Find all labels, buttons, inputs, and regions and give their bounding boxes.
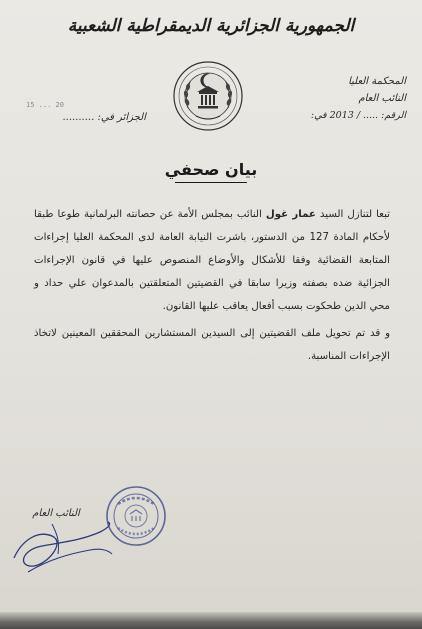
document-title: بيان صحفي (164, 160, 258, 179)
photo-edge-shadow (0, 612, 422, 629)
institution-name: المحكمة العليا (348, 76, 406, 87)
handwritten-signature-icon (8, 510, 118, 580)
place-date-line: الجزائر في: .......... (62, 112, 146, 123)
reference-line: الرقم: ..... / 2013 في: (310, 110, 406, 121)
republic-heading: الجمهورية الجزائرية الديمقراطية الشعبية (67, 16, 355, 36)
office-name: النائب العام (358, 93, 406, 104)
signer-title: النائب العام (32, 508, 80, 519)
paragraph-1-prefix: تبعا لتنازل السيد (319, 209, 390, 220)
paragraph-2: و قد تم تحويل ملف القضيتين إلى السيدين المستشارين المحققين المعينين لاتخاذ الإجراءات المناسبة. (34, 328, 390, 362)
title-underline (175, 182, 247, 183)
received-stamp: 20 ... 15 (26, 101, 64, 109)
paragraph-1 (34, 203, 390, 318)
paragraph-1-text: النائب بمجلس الأمة عن حصانته البرلمانية طوعا طبقا لأحكام المادة 127 من الدستور، باشرت النيابة العامة لدى المحكمة العليا إجراءات المتابعة القضائية وفقا للأشكال والأوضاع المنصوص عليها في قانون الإجراءات الجزائية ضده بصفته وزيرا سابقا في القضيتين المتعلقتين بالمدعوان علي حداد و محي الدين طحكوت بسبب أفعال يعاقب عليها القانون. (34, 209, 390, 312)
person-name: عمار غول (265, 209, 316, 220)
issuer-block (276, 73, 406, 124)
document-body (34, 203, 390, 368)
court-emblem-icon (172, 60, 244, 132)
